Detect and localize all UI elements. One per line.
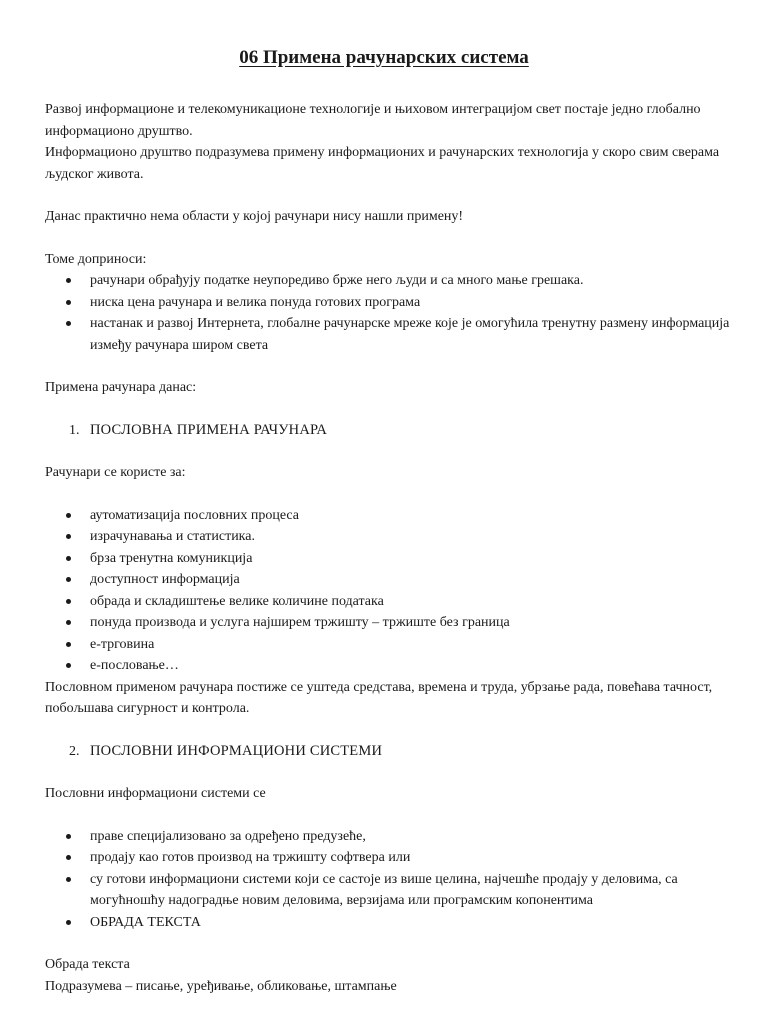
list-item: обрада и складиштење велике количине података xyxy=(90,591,735,613)
text-processing-heading: Обрада текста xyxy=(45,957,130,972)
usage-intro: Примена рачунара данас: xyxy=(45,380,197,395)
list-item: рачунари обрађују податке неупоредиво брже него људи и са много мање грешака. xyxy=(90,270,735,292)
list-item: аутоматизација пословних процеса xyxy=(90,505,735,527)
document-body xyxy=(45,99,735,997)
usage-list xyxy=(45,505,735,677)
statement: Данас практично нема области у којој рачунари нису нашли примену! xyxy=(45,209,464,224)
list-item: ниска цена рачунара и велика понуда готових програма xyxy=(90,292,735,314)
section-number: 1. xyxy=(69,422,80,438)
section-summary: Пословном применом рачунара постиже се уштеда средстава, времена и труда, убрзање рада, повећава тачност, побољшава сигурност и контрола. xyxy=(45,679,713,716)
list-item: е-пословање… xyxy=(90,655,735,677)
list-item: брза тренутна комуникција xyxy=(90,548,735,570)
text-processing-definition: Подразумева – писање, уређивање, обликовање, штампање xyxy=(45,978,397,994)
section-heading xyxy=(45,741,735,763)
list-item: доступност информација xyxy=(90,569,735,591)
list-item: праве специјализовано за одређено предузеће, xyxy=(90,826,735,848)
list-item: ОБРАДА ТЕКСТА xyxy=(90,912,735,934)
section-heading xyxy=(45,420,735,442)
intro-paragraph: Информационо друштво подразумева примену информационих и рачунарских технологија у скоро свим сверама људског живота. xyxy=(45,145,720,182)
contrib-heading: Томе доприноси: xyxy=(45,251,147,267)
list-item: израчунавања и статистика. xyxy=(90,526,735,548)
systems-list xyxy=(45,826,735,934)
list-item: настанак и развој Интернета, глобалне рачунарске мреже које је омогућила тренутну размену информација између рачунара широм света xyxy=(90,313,735,356)
section-number: 2. xyxy=(69,743,80,759)
section-lead: Пословни информациони системи се xyxy=(45,786,266,801)
page-title: 06 Примена рачунарских система xyxy=(239,47,529,68)
section-title: ПОСЛОВНИ ИНФОРМАЦИОНИ СИСТЕМИ xyxy=(90,742,383,759)
intro-paragraph: Развој информационе и телекомуникационе технологије и њиховом интеграцијом свет постаје једно глобално информационо друштво. xyxy=(45,102,701,139)
list-item: су готови информациони системи који се састоје из више целина, најчешће продају у деловима, са могућношћу надоградње новим деловима, верзијама или програмским копонентима xyxy=(90,869,735,912)
section-lead: Рачунари се користе за: xyxy=(45,465,186,480)
contrib-list xyxy=(45,270,735,356)
list-item: понуда производа и услуга најширем тржишту – тржиште без граница xyxy=(90,612,735,634)
section-title: ПОСЛОВНА ПРИМЕНА РАЧУНАРА xyxy=(90,421,328,438)
list-item: е-трговина xyxy=(90,634,735,656)
list-item: продају као готов производ на тржишту софтвера или xyxy=(90,847,735,869)
